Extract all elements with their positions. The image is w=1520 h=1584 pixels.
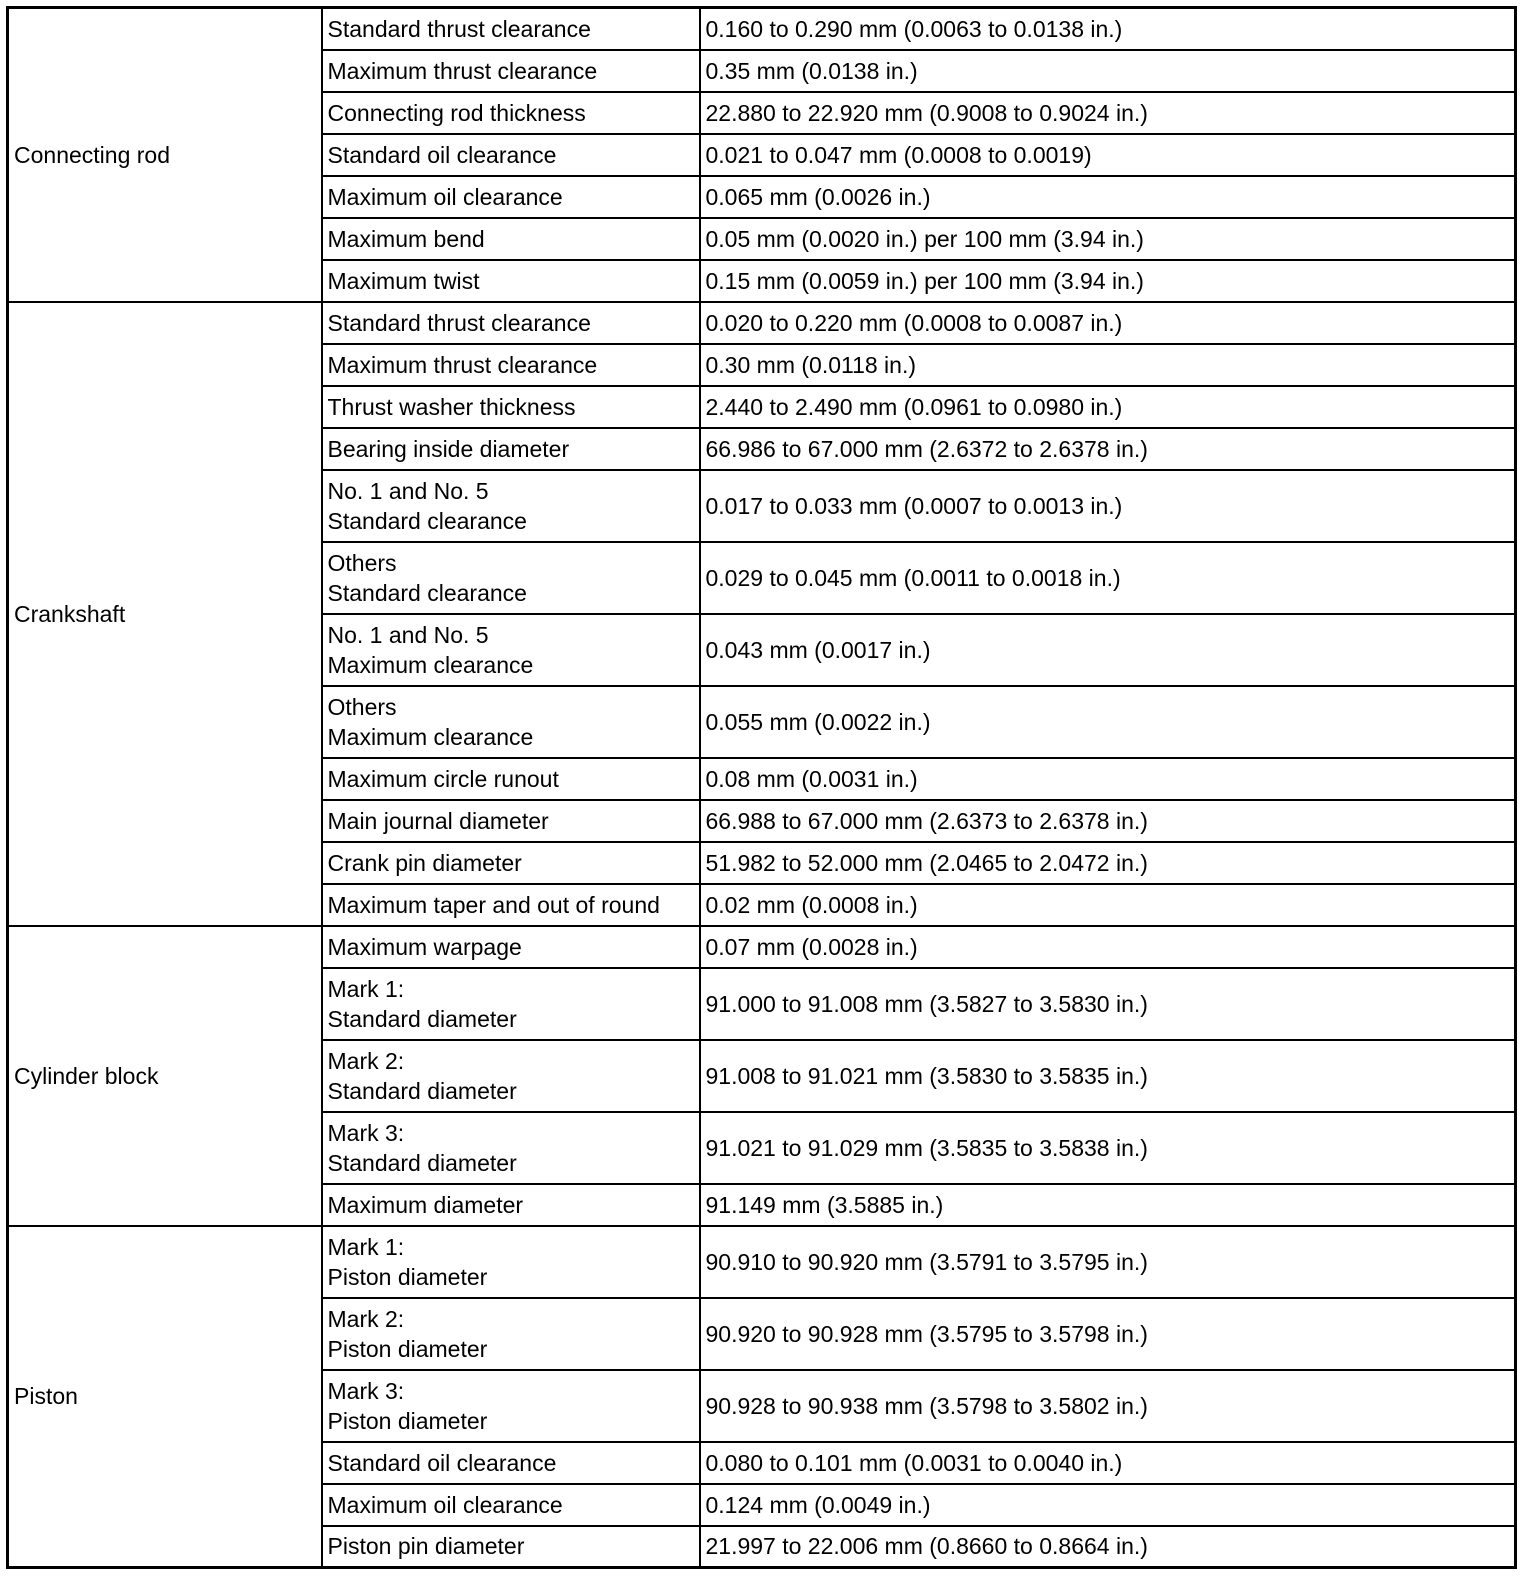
item-cell: Mark 1: Standard diameter xyxy=(322,968,700,1040)
item-cell: Mark 2: Piston diameter xyxy=(322,1298,700,1370)
value-cell: 90.928 to 90.938 mm (3.5798 to 3.5802 in.) xyxy=(700,1370,1516,1442)
value-cell: 0.021 to 0.047 mm (0.0008 to 0.0019) xyxy=(700,134,1516,176)
value-cell: 91.021 to 91.029 mm (3.5835 to 3.5838 in.) xyxy=(700,1112,1516,1184)
value-cell: 90.920 to 90.928 mm (3.5795 to 3.5798 in.) xyxy=(700,1298,1516,1370)
table-row xyxy=(8,926,1516,968)
value-cell: 0.08 mm (0.0031 in.) xyxy=(700,758,1516,800)
component-cell: Cylinder block xyxy=(8,926,322,1226)
item-cell: Standard thrust clearance xyxy=(322,302,700,344)
value-cell: 0.055 mm (0.0022 in.) xyxy=(700,686,1516,758)
value-cell: 0.124 mm (0.0049 in.) xyxy=(700,1484,1516,1526)
item-cell: Maximum thrust clearance xyxy=(322,50,700,92)
value-cell: 91.000 to 91.008 mm (3.5827 to 3.5830 in.) xyxy=(700,968,1516,1040)
table-row xyxy=(8,302,1516,344)
value-cell: 51.982 to 52.000 mm (2.0465 to 2.0472 in.) xyxy=(700,842,1516,884)
value-cell: 91.008 to 91.021 mm (3.5830 to 3.5835 in.) xyxy=(700,1040,1516,1112)
value-cell: 0.30 mm (0.0118 in.) xyxy=(700,344,1516,386)
value-cell: 0.05 mm (0.0020 in.) per 100 mm (3.94 in.) xyxy=(700,218,1516,260)
value-cell: 0.02 mm (0.0008 in.) xyxy=(700,884,1516,926)
value-cell: 0.029 to 0.045 mm (0.0011 to 0.0018 in.) xyxy=(700,542,1516,614)
item-cell: Maximum taper and out of round xyxy=(322,884,700,926)
item-cell: Mark 1: Piston diameter xyxy=(322,1226,700,1298)
item-cell: Standard thrust clearance xyxy=(322,8,700,50)
item-cell: Maximum thrust clearance xyxy=(322,344,700,386)
item-cell: Connecting rod thickness xyxy=(322,92,700,134)
item-cell: Others Maximum clearance xyxy=(322,686,700,758)
value-cell: 0.065 mm (0.0026 in.) xyxy=(700,176,1516,218)
value-cell: 0.15 mm (0.0059 in.) per 100 mm (3.94 in.) xyxy=(700,260,1516,302)
item-cell: Maximum diameter xyxy=(322,1184,700,1226)
item-cell: No. 1 and No. 5 Standard clearance xyxy=(322,470,700,542)
value-cell: 91.149 mm (3.5885 in.) xyxy=(700,1184,1516,1226)
value-cell: 0.080 to 0.101 mm (0.0031 to 0.0040 in.) xyxy=(700,1442,1516,1484)
value-cell: 21.997 to 22.006 mm (0.8660 to 0.8664 in.) xyxy=(700,1526,1516,1568)
item-cell: Mark 3: Piston diameter xyxy=(322,1370,700,1442)
item-cell: Others Standard clearance xyxy=(322,542,700,614)
value-cell: 2.440 to 2.490 mm (0.0961 to 0.0980 in.) xyxy=(700,386,1516,428)
item-cell: Maximum circle runout xyxy=(322,758,700,800)
item-cell: Mark 2: Standard diameter xyxy=(322,1040,700,1112)
component-cell: Connecting rod xyxy=(8,8,322,302)
value-cell: 90.910 to 90.920 mm (3.5791 to 3.5795 in.) xyxy=(700,1226,1516,1298)
item-cell: Mark 3: Standard diameter xyxy=(322,1112,700,1184)
component-cell: Crankshaft xyxy=(8,302,322,926)
table-row xyxy=(8,1226,1516,1298)
specification-table-body xyxy=(8,8,1516,1568)
value-cell: 66.988 to 67.000 mm (2.6373 to 2.6378 in.) xyxy=(700,800,1516,842)
value-cell: 22.880 to 22.920 mm (0.9008 to 0.9024 in.) xyxy=(700,92,1516,134)
item-cell: Main journal diameter xyxy=(322,800,700,842)
item-cell: Piston pin diameter xyxy=(322,1526,700,1568)
item-cell: Bearing inside diameter xyxy=(322,428,700,470)
item-cell: Maximum twist xyxy=(322,260,700,302)
specification-table xyxy=(6,6,1517,1569)
value-cell: 0.043 mm (0.0017 in.) xyxy=(700,614,1516,686)
value-cell: 0.35 mm (0.0138 in.) xyxy=(700,50,1516,92)
item-cell: Maximum oil clearance xyxy=(322,176,700,218)
item-cell: Maximum bend xyxy=(322,218,700,260)
value-cell: 0.020 to 0.220 mm (0.0008 to 0.0087 in.) xyxy=(700,302,1516,344)
item-cell: Maximum warpage xyxy=(322,926,700,968)
value-cell: 0.017 to 0.033 mm (0.0007 to 0.0013 in.) xyxy=(700,470,1516,542)
item-cell: Thrust washer thickness xyxy=(322,386,700,428)
item-cell: No. 1 and No. 5 Maximum clearance xyxy=(322,614,700,686)
value-cell: 66.986 to 67.000 mm (2.6372 to 2.6378 in.) xyxy=(700,428,1516,470)
value-cell: 0.160 to 0.290 mm (0.0063 to 0.0138 in.) xyxy=(700,8,1516,50)
item-cell: Maximum oil clearance xyxy=(322,1484,700,1526)
item-cell: Crank pin diameter xyxy=(322,842,700,884)
item-cell: Standard oil clearance xyxy=(322,134,700,176)
table-row xyxy=(8,8,1516,50)
component-cell: Piston xyxy=(8,1226,322,1568)
value-cell: 0.07 mm (0.0028 in.) xyxy=(700,926,1516,968)
item-cell: Standard oil clearance xyxy=(322,1442,700,1484)
